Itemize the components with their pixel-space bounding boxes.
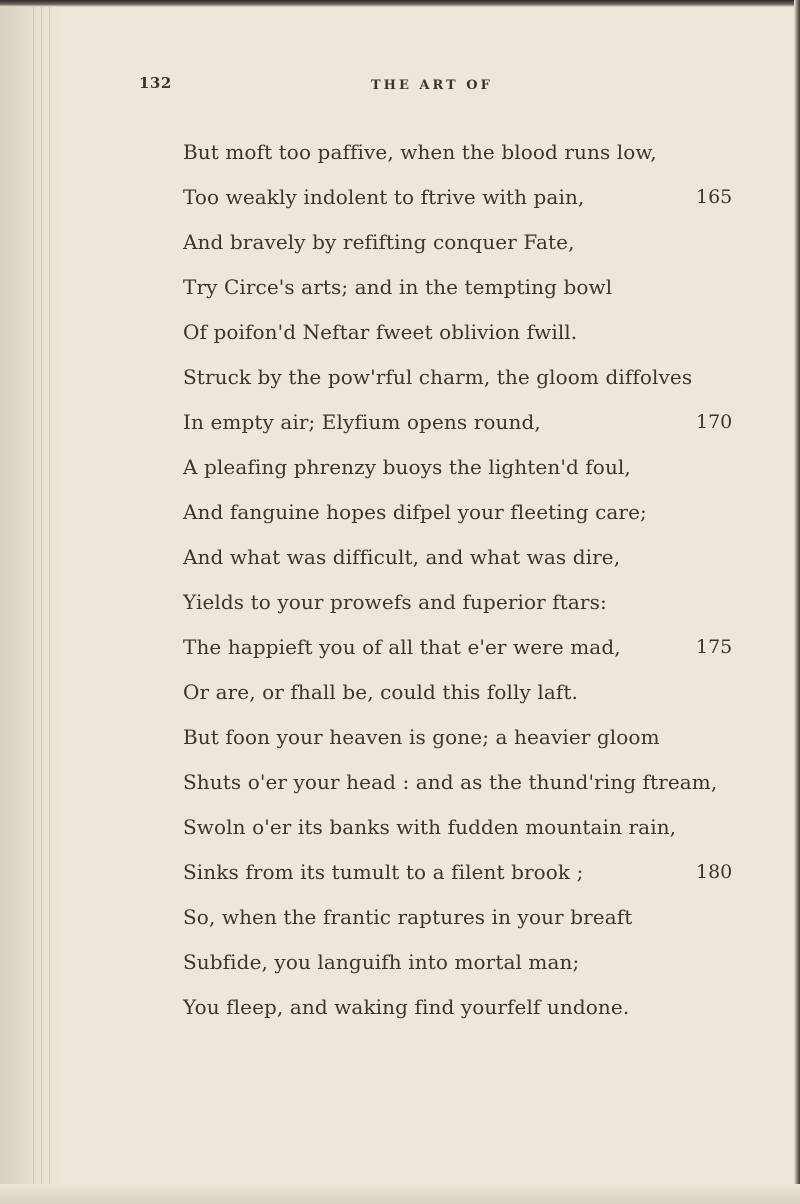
running-title: THE ART OF xyxy=(371,78,493,93)
verse-line: Struck by the pow'rful charm, the gloom diffolves xyxy=(183,365,693,389)
verse-line: Too weakly indolent to ftrive with pain, xyxy=(183,185,585,209)
gutter-line xyxy=(41,0,42,1204)
gutter-line xyxy=(49,0,50,1204)
line-number: 175 xyxy=(696,636,733,658)
verse-line: Or are, or fhall be, could this folly laft. xyxy=(183,680,578,704)
verse-line: Try Circe's arts; and in the tempting bowl xyxy=(183,275,613,299)
gutter-line xyxy=(33,0,34,1204)
verse-line: Shuts o'er your head : and as the thund'ring ftream, xyxy=(183,770,718,794)
line-number: 180 xyxy=(696,861,733,883)
verse-line: But foon your heaven is gone; a heavier gloom xyxy=(183,725,660,749)
verse-line: And what was difficult, and what was dire, xyxy=(183,545,621,569)
page-bottom-edge xyxy=(0,1184,800,1204)
line-number: 165 xyxy=(696,186,733,208)
verse-line: In empty air; Elyfium opens round, xyxy=(183,410,541,434)
verse-line: You fleep, and waking find yourfelf undone. xyxy=(183,995,630,1019)
verse-line: Sinks from its tumult to a filent brook ; xyxy=(183,860,584,884)
page-right-edge xyxy=(794,0,800,1204)
verse-line: And bravely by refifting conquer Fate, xyxy=(183,230,575,254)
verse-line: So, when the frantic raptures in your breaft xyxy=(183,905,633,929)
verse-line: Subfide, you languifh into mortal man; xyxy=(183,950,580,974)
verse-line: The happieft you of all that e'er were mad, xyxy=(183,635,621,659)
line-number: 170 xyxy=(696,411,733,433)
verse-line: A pleafing phrenzy buoys the lighten'd foul, xyxy=(183,455,631,479)
page-gutter-shadow xyxy=(0,0,60,1204)
verse-line: And fanguine hopes difpel your fleeting care; xyxy=(183,500,647,524)
page-number: 132 xyxy=(139,74,172,92)
verse-line: Of poifon'd Neftar fweet oblivion fwill. xyxy=(183,320,578,344)
verse-line: But moft too paffive, when the blood runs low, xyxy=(183,140,657,164)
verse-line: Yields to your prowefs and fuperior ftars: xyxy=(183,590,607,614)
verse-line: Swoln o'er its banks with fudden mountain rain, xyxy=(183,815,677,839)
page-top-edge xyxy=(0,0,800,7)
